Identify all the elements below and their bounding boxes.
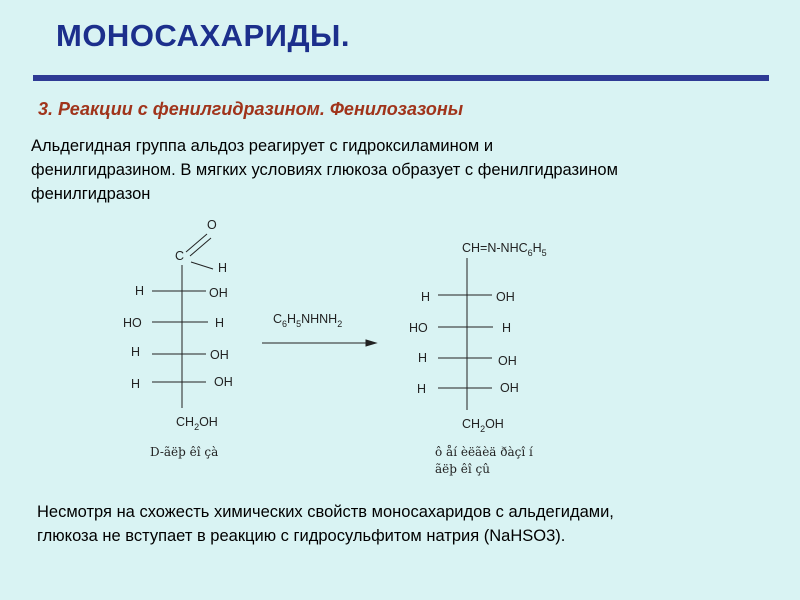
intro-line: фенилгидразон — [31, 185, 151, 203]
reactant-c4-right: OH — [210, 348, 229, 362]
reactant-c3-right: H — [215, 316, 225, 330]
aldehyde-hydrogen: H — [218, 261, 228, 275]
reactant-c5-left: H — [131, 377, 141, 391]
reaction-arrow-group — [262, 312, 376, 346]
product-phenylhydrazone — [409, 241, 547, 476]
section-subtitle: 3. Реакции с фенилгидразином. Фенилозазоны — [38, 99, 464, 119]
reactant-c5-right: OH — [214, 375, 233, 389]
carbonyl-carbon: C — [175, 249, 185, 263]
product-c3-left: HO — [409, 321, 428, 335]
reactant-ch2oh: $CH_2OH$ — [176, 415, 218, 432]
reactant-c3-left: HO — [123, 316, 142, 330]
carbonyl-double-bond-2 — [190, 238, 211, 256]
product-c5-left: H — [417, 382, 427, 396]
product-name-line1: ô åí èëãèä ðàçî í — [435, 445, 533, 459]
reaction-arrowhead — [366, 340, 376, 346]
product-c5-right: OH — [500, 381, 519, 395]
product-top-group: $CH=N-NHC_6H_5$ — [462, 241, 547, 258]
product-c2-right: OH — [496, 290, 515, 304]
product-ch2oh: $CH_2OH$ — [462, 417, 504, 434]
product-c4-left: H — [418, 351, 428, 365]
product-c3-right: H — [502, 321, 512, 335]
footer-line: глюкоза не вступает в реакцию с гидросульфитом натрия (NaHSO3). — [37, 527, 566, 545]
product-name-line2: ãëþ êî çû — [435, 462, 490, 476]
reagent-formula: $C_6H_5NHNH_2$ — [273, 312, 343, 329]
carbonyl-oxygen: O — [207, 218, 217, 232]
intro-line: фенилгидразином. В мягких условиях глюкоза образует с фенилгидразином — [31, 161, 618, 179]
slide-title: МОНОСАХАРИДЫ. — [56, 18, 351, 53]
reactant-name: D-ãëþ êî çà — [150, 445, 219, 459]
carbonyl-double-bond-1 — [186, 234, 207, 252]
product-c2-left: H — [421, 290, 431, 304]
footer-paragraph — [37, 500, 777, 548]
aldehyde-h-bond — [191, 262, 213, 269]
reactant-glucose — [123, 218, 233, 459]
intro-line: Альдегидная группа альдоз реагирует с гидроксиламином и — [31, 137, 494, 155]
product-c4-right: OH — [498, 354, 517, 368]
reactant-c2-right: OH — [209, 286, 228, 300]
footer-line: Несмотря на схожесть химических свойств моносахаридов с альдегидами, — [37, 503, 614, 521]
reactant-c4-left: H — [131, 345, 141, 359]
reactant-c2-left: H — [135, 284, 145, 298]
